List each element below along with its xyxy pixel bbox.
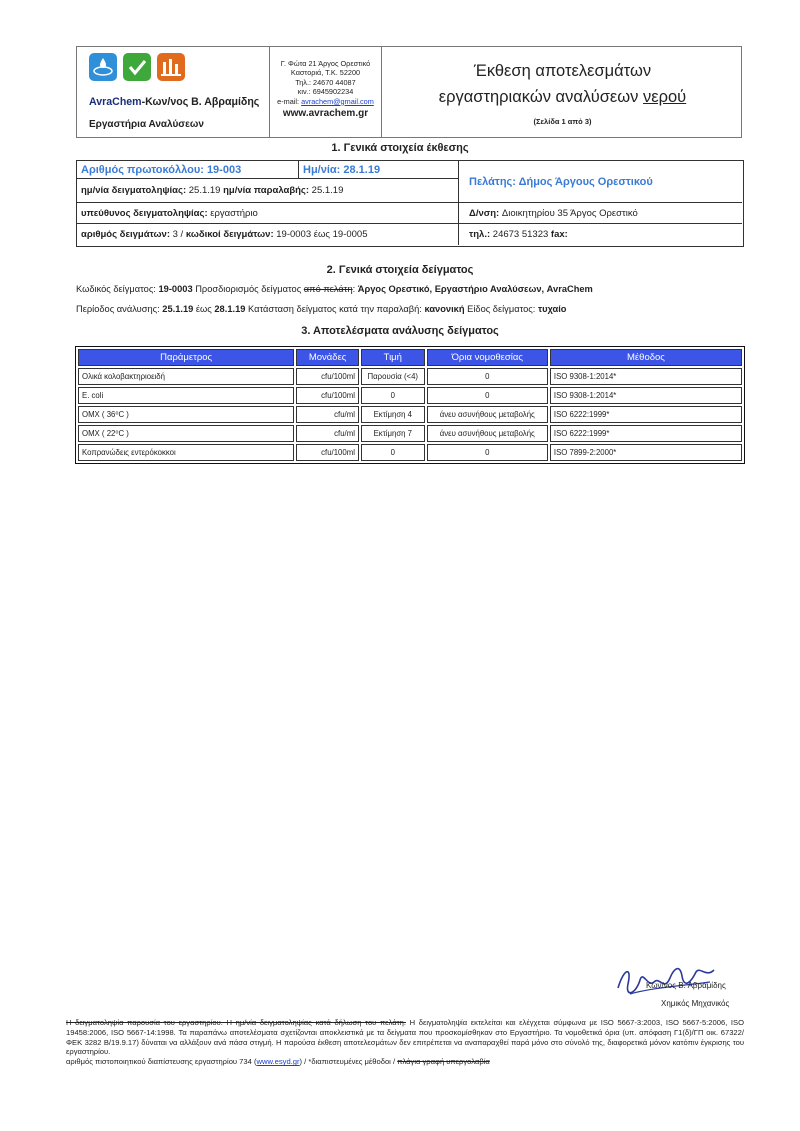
cell-value: Εκτίμηση 4 <box>361 406 425 423</box>
section3-title: 3. Αποτελέσματα ανάλυσης δείγματος <box>301 325 499 337</box>
table-row <box>78 406 742 423</box>
cell-limit: 0 <box>427 368 548 385</box>
section2-title: 2. Γενικά στοιχεία δείγματος <box>326 264 474 276</box>
company-logo <box>89 53 191 81</box>
water-drop-icon <box>89 53 117 81</box>
cell-parameter: ΟΜΧ ( 22⁰C ) <box>78 425 294 442</box>
company-block <box>77 47 270 137</box>
cell-method: ISO 6222:1999* <box>550 406 742 423</box>
signatory-name: Κων/νος Β. Αβραμίδης <box>646 981 726 990</box>
results-header-row <box>78 349 742 366</box>
sample-id-line: Κωδικός δείγματος: 19-0003 Προσδιορισμός δείγματος από πελάτη: Άργος Ορεστικό, Εργαστήριο Αναλύσεων, AvraChem <box>76 284 593 294</box>
client-phone: τηλ.: 24673 51323 fax: <box>469 229 568 240</box>
cell-value: Εκτίμηση 7 <box>361 425 425 442</box>
table-row <box>78 444 742 461</box>
report-date: Ημ/νία: 28.1.19 <box>299 161 459 179</box>
lab-name: Εργαστήρια Αναλύσεων <box>89 119 204 130</box>
client-name: Πελάτης: Δήμος Άργους Ορεστικού <box>459 161 742 203</box>
table-row <box>78 368 742 385</box>
col-header-method: Μέθοδος <box>550 349 742 366</box>
footer-body: Η δειγματοληψία εκτελείται και ελέγχεται σύμφωνα με ISO 5667-3:2003, ISO 5667-5:2006, ISO 19458:2006, ISO 5667-14:1998. Τα παραπάνω αποτελέσματα σχετίζονται αποκλειστικά με τα δείγματα που προσκομίσθηκαν στο Εργαστήριο. Τα νομοθετικά όρια (υπ. απόφαση Γ1(δ)/ΓΠ οικ. 67322/ ΦΕΚ 3282 Β/19.9.17) δύναται να αλλάξουν ανά πάσα στιγμή. Η παρούσα έκθεση αποτελεσμάτων δεν επιτρέπεται να αναπαραχθεί παρά μόνο στο σύνολό της, διαφορετικά μόνον κατόπιν έγκρισης του εργαστηρίου. <box>66 1018 745 1057</box>
email-line: e-mail: avrachem@gmail.com <box>277 96 374 106</box>
cell-value: 0 <box>361 444 425 461</box>
cell-limit: άνευ ασυνήθους μεταβολής <box>427 425 548 442</box>
client-address: Δ/νση: Διοικητηρίου 35 Άργος Ορεστικό <box>459 203 742 224</box>
col-header-limits: Όρια νομοθεσίας <box>427 349 548 366</box>
address-line: Τηλ.: 24670 44087 <box>295 77 356 87</box>
report-header <box>76 46 742 138</box>
address-line: Καστοριά, Τ.Κ. 52200 <box>290 68 361 78</box>
general-info-box <box>76 160 744 247</box>
col-header-value: Τιμή <box>361 349 425 366</box>
cell-limit: άνευ ασυνήθους μεταβολής <box>427 406 548 423</box>
factory-icon <box>157 53 185 81</box>
cell-units: cfu/100ml <box>296 368 359 385</box>
report-title-block <box>382 47 743 137</box>
cell-parameter: Κοπρανώδεις εντερόκοκκοι <box>78 444 294 461</box>
cell-parameter: Ολικά κολοβακτηριοειδή <box>78 368 294 385</box>
footer-struck-note: Η δειγματοληψία παρουσία του εργαστηρίου. Η ημ/νία δειγματοληψίας κατά δήλωση του πελάτη. <box>66 1018 406 1027</box>
cell-parameter: ΟΜΧ ( 36⁰C ) <box>78 406 294 423</box>
footer-notes: Η δειγματοληψία παρουσία του εργαστηρίου. Η ημ/νία δειγματοληψίας κατά δήλωση του πελάτη. Η δειγματοληψία εκτελείται και ελέγχεται σύμφωνα με ISO 5667-3:2003, ISO 5667-5:2006, ISO 19458:2006, ISO 5667-14:1998. Τα παραπάνω αποτελέσματα σχετίζονται αποκλειστικά με τα δείγματα που προσκομίσθηκαν στο Εργαστήριο. Τα νομοθετικά όρια (υπ. απόφαση Γ1(δ)/ΓΠ οικ. 67322/ ΦΕΚ 3282 Β/19.9.17) δύναται να αλλάξουν ανά πάσα στιγμή. Η παρούσα έκθεση αποτελεσμάτων δεν επιτρέπεται να αναπαραχθεί παρά μόνο στο σύνολό της, διαφορετικά μόνον κατόπιν έγκρισης του εργαστηρίου. αριθμός πιστοποιητικού διαπίστευσης εργαστηρίου 734 (www.esyd.gr) / *διαπιστευμένες μέθοδοι / πλάγια γραφή υπεργολαβία <box>66 1018 745 1067</box>
cell-units: cfu/ml <box>296 425 359 442</box>
leaf-check-icon <box>123 53 151 81</box>
report-title-line1: Έκθεση αποτελεσμάτων <box>473 62 652 80</box>
table-row <box>78 387 742 404</box>
sample-period-line: Περίοδος ανάλυσης: 25.1.19 έως 28.1.19 Κατάσταση δείγματος κατά την παραλαβή: κανονική Είδος δείγματος: τυχαίο <box>76 304 567 314</box>
address-line: Γ. Φώτα 21 Άργος Ορεστικό <box>280 59 371 68</box>
cell-limit: 0 <box>427 444 548 461</box>
address-line: κιν.: 6945902234 <box>297 87 354 97</box>
cell-limit: 0 <box>427 387 548 404</box>
samples-row: αριθμός δειγμάτων: 3 / κωδικοί δειγμάτων: 19-0003 έως 19-0005 <box>77 224 459 245</box>
email-link[interactable]: avrachem@gmail.com <box>301 96 374 106</box>
report-title-line2: εργαστηριακών αναλύσεων νερού <box>438 88 687 106</box>
col-header-parameter: Παράμετρος <box>78 349 294 366</box>
sampler-row: υπεύθυνος δειγματοληψίας: εργαστήριο <box>77 203 459 224</box>
section1-title: 1. Γενικά στοιχεία έκθεσης <box>331 142 469 154</box>
protocol-number: Αριθμός πρωτοκόλλου: 19-003 <box>77 161 299 179</box>
cell-units: cfu/ml <box>296 406 359 423</box>
cell-method: ISO 9308-1:2014* <box>550 368 742 385</box>
accreditation-link[interactable]: www.esyd.gr <box>256 1057 300 1067</box>
dates-row: ημ/νία δειγματοληψίας: 25.1.19 ημ/νία παραλαβής: 25.1.19 <box>77 179 459 203</box>
page-indicator: (Σελίδα 1 από 3) <box>533 117 592 126</box>
cell-value: 0 <box>361 387 425 404</box>
results-table <box>75 346 745 464</box>
cell-method: ISO 7899-2:2000* <box>550 444 742 461</box>
cell-method: ISO 6222:1999* <box>550 425 742 442</box>
col-header-units: Μονάδες <box>296 349 359 366</box>
cell-units: cfu/100ml <box>296 387 359 404</box>
company-name: AvraChem-Κων/νος Β. Αβραμίδης <box>89 96 260 108</box>
cell-parameter: E. coli <box>78 387 294 404</box>
website: www.avrachem.gr <box>282 108 369 120</box>
address-block <box>270 47 382 137</box>
cell-method: ISO 9308-1:2014* <box>550 387 742 404</box>
signatory-title: Χημικός Μηχανικός <box>661 999 730 1008</box>
table-row <box>78 425 742 442</box>
cell-value: Παρουσία (<4) <box>361 368 425 385</box>
cell-units: cfu/100ml <box>296 444 359 461</box>
